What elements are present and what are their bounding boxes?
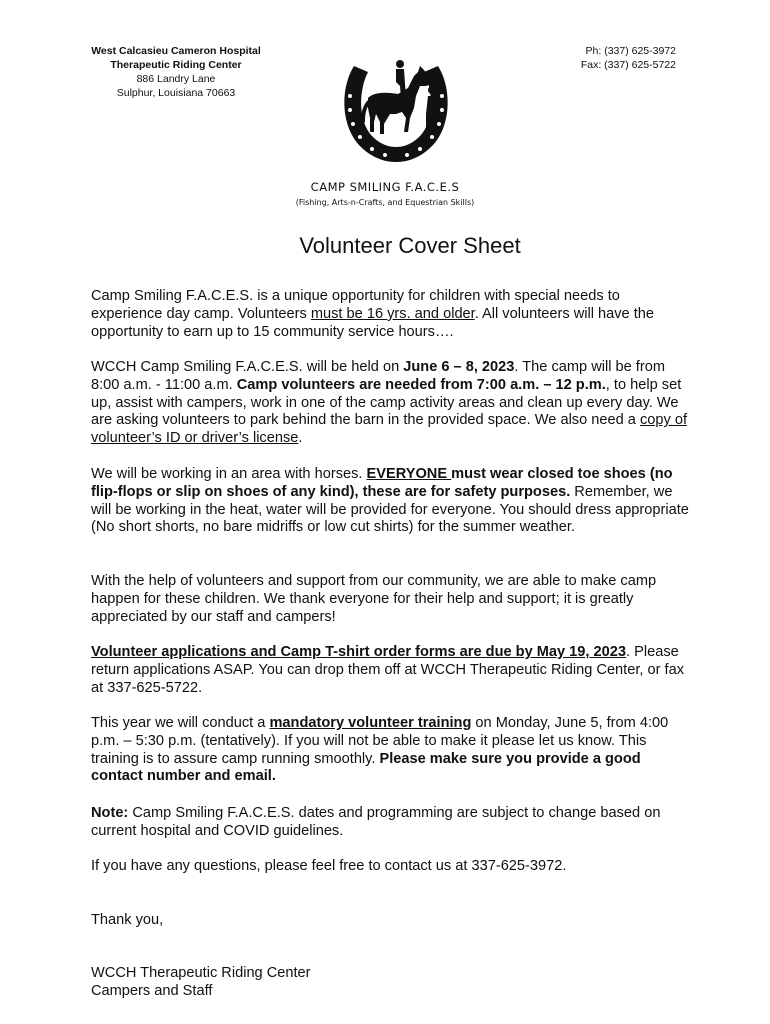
contact-block xyxy=(540,44,676,72)
text-span: , to help set up, assist with campers, work in one of the camp activity areas and clean up every day. We are asking volunteers to park behind the barn in the provided space. We also need a xyxy=(91,376,682,429)
intro-paragraph xyxy=(91,288,691,341)
text-span: WCCH Camp Smiling F.A.C.E.S. will be held on xyxy=(91,359,404,375)
thanks-paragraph: With the help of volunteers and support from our community, we are able to make camp happen for these children. We thank everyone for their help and support; it is greatly appreciated by our staff and campers! xyxy=(91,573,657,625)
camp-subtitle: (Fishing, Arts-n-Crafts, and Equestrian Skills) xyxy=(295,198,475,207)
contact-requirement: Please make sure you provide a good contact number and email. xyxy=(91,750,641,785)
address-street: 886 Landry Lane xyxy=(136,73,216,85)
document-title: Volunteer Cover Sheet xyxy=(299,233,521,258)
text-span: . xyxy=(298,430,303,447)
text-span: Remember, we will be working in the heat, water will be provided for everyone. You should dress appropriate (No short shorts, no bare midriffs or low cut shirts) for the summer weather. xyxy=(91,483,689,536)
deadline-notice: Volunteer applications and Camp T-shirt order forms are due by May 19, 2023 xyxy=(91,644,626,660)
org-address-block xyxy=(60,44,292,100)
signature-staff: Campers and Staff xyxy=(91,983,213,999)
text-span: We will be working in an area with horses. xyxy=(91,466,367,482)
signature-org: WCCH Therapeutic Riding Center xyxy=(91,965,311,981)
age-requirement: must be 16 yrs. and older xyxy=(310,305,475,322)
fax-number: Fax: (337) 625-5722 xyxy=(580,59,676,71)
note-label: Note: xyxy=(91,805,129,821)
text-span: Camp Smiling F.A.C.E.S. dates and programming are subject to change based on current hospital and COVID guidelines. xyxy=(91,805,661,839)
note-paragraph xyxy=(91,805,691,841)
text-span: This year we will conduct a xyxy=(91,715,270,731)
camp-dates: June 6 – 8, 2023 xyxy=(403,359,515,375)
camp-title: CAMP SMILING F.A.C.E.S xyxy=(310,180,460,194)
text-span: . The camp will be from 8:00 a.m. - 11:00 a.m. xyxy=(91,359,665,393)
phone-number: Ph: (337) 625-3972 xyxy=(585,45,676,57)
safety-paragraph xyxy=(91,466,691,537)
contact-paragraph: If you have any questions, please feel free to contact us at 337-625-3972. xyxy=(91,858,567,874)
closing: Thank you, xyxy=(91,912,164,928)
org-name: West Calcasieu Cameron Hospital xyxy=(91,45,261,57)
everyone-emphasis: EVERYONE xyxy=(366,466,452,482)
horseshoe-horse-rider-icon xyxy=(338,52,454,164)
address-city: Sulphur, Louisiana 70663 xyxy=(116,87,236,99)
text-span: Camp Smiling F.A.C.E.S. is a unique opportunity for children with special needs to experience day camp. Volunteers xyxy=(91,288,620,322)
text-span: on Monday, June 5, from 4:00 p.m. – 5:30 p.m. (tentatively). If you will not be able to make it please let us know. This training is to assure camp running smoothly. xyxy=(91,715,669,767)
training-emphasis: mandatory volunteer training xyxy=(269,715,472,731)
org-subname: Therapeutic Riding Center xyxy=(110,59,242,71)
text-span: . All volunteers will have the opportunity to earn up to 15 community service hours…. xyxy=(91,305,655,340)
training-paragraph xyxy=(91,715,691,786)
shoe-requirement: must wear closed toe shoes (no flip-flops or slip on shoes of any kind), these are for safety purposes. xyxy=(91,466,673,500)
deadline-paragraph xyxy=(91,644,691,697)
text-span: . Please return applications ASAP. You can drop them off at WCCH Therapeutic Riding Center, or fax at 337-625-5722. xyxy=(91,644,685,696)
id-requirement: copy of volunteer’s ID or driver’s license xyxy=(91,412,688,447)
volunteer-hours: Camp volunteers are needed from 7:00 a.m. – 12 p.m. xyxy=(236,376,606,393)
schedule-paragraph xyxy=(91,359,691,448)
